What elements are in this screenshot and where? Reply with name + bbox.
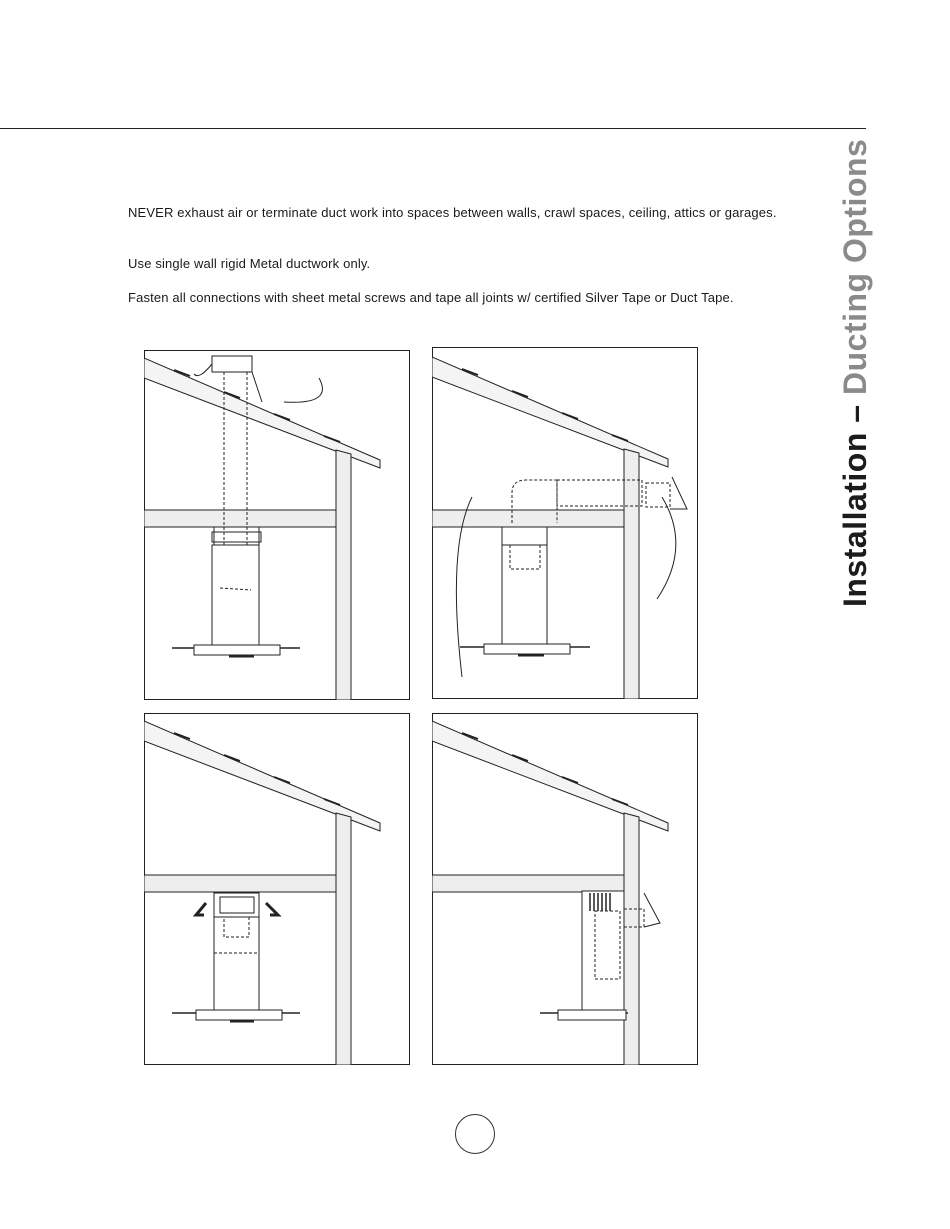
- ceiling: [144, 510, 336, 527]
- header-rule: [0, 128, 866, 129]
- exterior-wall: [624, 449, 639, 699]
- diagram-roof-vent: [144, 350, 410, 700]
- ceiling: [432, 510, 624, 527]
- ceiling: [432, 875, 624, 892]
- airflow-left-arrow: [196, 903, 206, 915]
- roof: [432, 721, 668, 831]
- roof: [432, 357, 668, 467]
- section-title-main: Installation –: [837, 395, 873, 607]
- section-title-sub: Ducting Options: [837, 138, 873, 396]
- hood-body: [484, 644, 570, 654]
- instruction-fasten: Fasten all connections with sheet metal screws and tape all joints w/ certified Silver Tape or Duct Tape.: [128, 290, 734, 305]
- chimney: [212, 545, 259, 645]
- duct-collar: [214, 527, 259, 547]
- instruction-ductwork: Use single wall rigid Metal ductwork only.: [128, 256, 371, 271]
- hood-body: [194, 645, 280, 655]
- page-number-circle: [455, 1114, 495, 1154]
- diagram-side-wall-vent: [432, 347, 698, 699]
- hood-body: [196, 1010, 282, 1020]
- duct-collar: [502, 527, 547, 545]
- exterior-wall: [336, 450, 351, 700]
- wall-chimney: [582, 891, 624, 1013]
- hood-body: [558, 1010, 626, 1020]
- airflow-right-arrow: [266, 903, 278, 915]
- section-title: [835, 138, 875, 607]
- chimney: [214, 917, 259, 1013]
- diagram-recirculating: [144, 713, 410, 1065]
- roof: [144, 358, 380, 468]
- diagram-wall-mount-vent: [432, 713, 698, 1065]
- instruction-exhaust-warning: NEVER exhaust air or terminate duct work into spaces between walls, crawl spaces, ceiling, attics or garages.: [128, 205, 777, 220]
- exterior-wall: [336, 813, 351, 1065]
- wall-cap: [646, 483, 670, 507]
- roof: [144, 721, 380, 831]
- roof-cap: [212, 356, 252, 372]
- exterior-wall: [624, 813, 639, 1065]
- ceiling: [144, 875, 336, 892]
